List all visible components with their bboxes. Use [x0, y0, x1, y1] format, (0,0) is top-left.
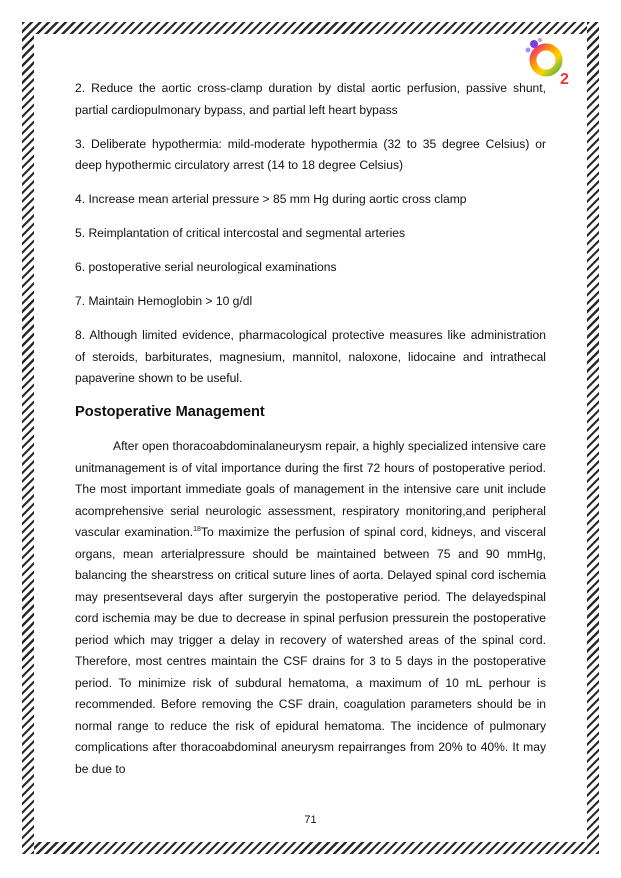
page-border-left — [22, 22, 34, 854]
list-item-6: 6. postoperative serial neurological examinations — [75, 260, 337, 274]
list-item-5: 5. Reimplantation of critical intercostal and segmental arteries — [75, 226, 406, 240]
list-item-3: 3. Deliberate hypothermia: mild-moderate hypothermia (32 to 35 degree Celsius) or deep hypothermic circulatory arrest (14 to 18 degree Celsius) — [75, 136, 546, 172]
page-border-right — [587, 22, 599, 854]
page-number: 71 — [304, 814, 317, 826]
list-item-7: 7. Maintain Hemoglobin > 10 g/dl — [75, 294, 253, 308]
page-border-top — [22, 22, 599, 34]
list-item-8: 8. Although limited evidence, pharmacological protective measures like administration of steroids, barbiturates, magnesium, mannitol, naloxone, lidocaine and intrathecal papaverine shown to be useful. — [75, 328, 546, 385]
section-heading: Postoperative Management — [75, 404, 265, 420]
page-content — [75, 78, 546, 780]
paragraph-part-1: After open thoracoabdominalaneurysm repair, a highly specialized intensive care unitmanagement is of vital importance during the first 72 hours of postoperative period. The most important immediate goals of management in the intensive care unit include acomprehensive serial neurologic assessment, respiratory monitoring,and peripheral vascular examination. — [75, 439, 546, 539]
paragraph-part-2: To maximize the perfusion of spinal cord, kidneys, and visceral organs, mean arterialpressure should be maintained between 75 and 90 mmHg, balancing the shearstress on critical suture lines of aorta. Delayed spinal cord ischemia may presentseveral days after surgeryin the postoperative period. The delayedspinal cord ischemia may be due to decrease in spinal perfusion pressurein the postoperative period which may trigger a delay in recovery of watershed areas of the spinal cord. Therefore, most centres maintain the CSF drains for 3 to 5 days in the postoperative period. To minimize risk of subdural hematoma, a maximum of 10 mL perhour is recommended. Before removing the CSF drain, coagulation parameters should be in normal range to reduce the risk of epidural hematoma. The incidence of pulmonary complications after thoracoabdominal aneurysm repairranges from 20% to 40%. It may be due to — [75, 525, 546, 776]
list-item-2: 2. Reduce the aortic cross-clamp duration by distal aortic perfusion, passive shunt, partial cardiopulmonary bypass, and partial left heart bypass — [75, 81, 546, 117]
svg-text:2: 2 — [560, 71, 569, 88]
list-item-4: 4. Increase mean arterial pressure > 85 mm Hg during aortic cross clamp — [75, 192, 467, 206]
citation-superscript: 18 — [193, 525, 201, 533]
section-paragraph — [75, 436, 546, 780]
page-border-bottom — [22, 842, 599, 854]
